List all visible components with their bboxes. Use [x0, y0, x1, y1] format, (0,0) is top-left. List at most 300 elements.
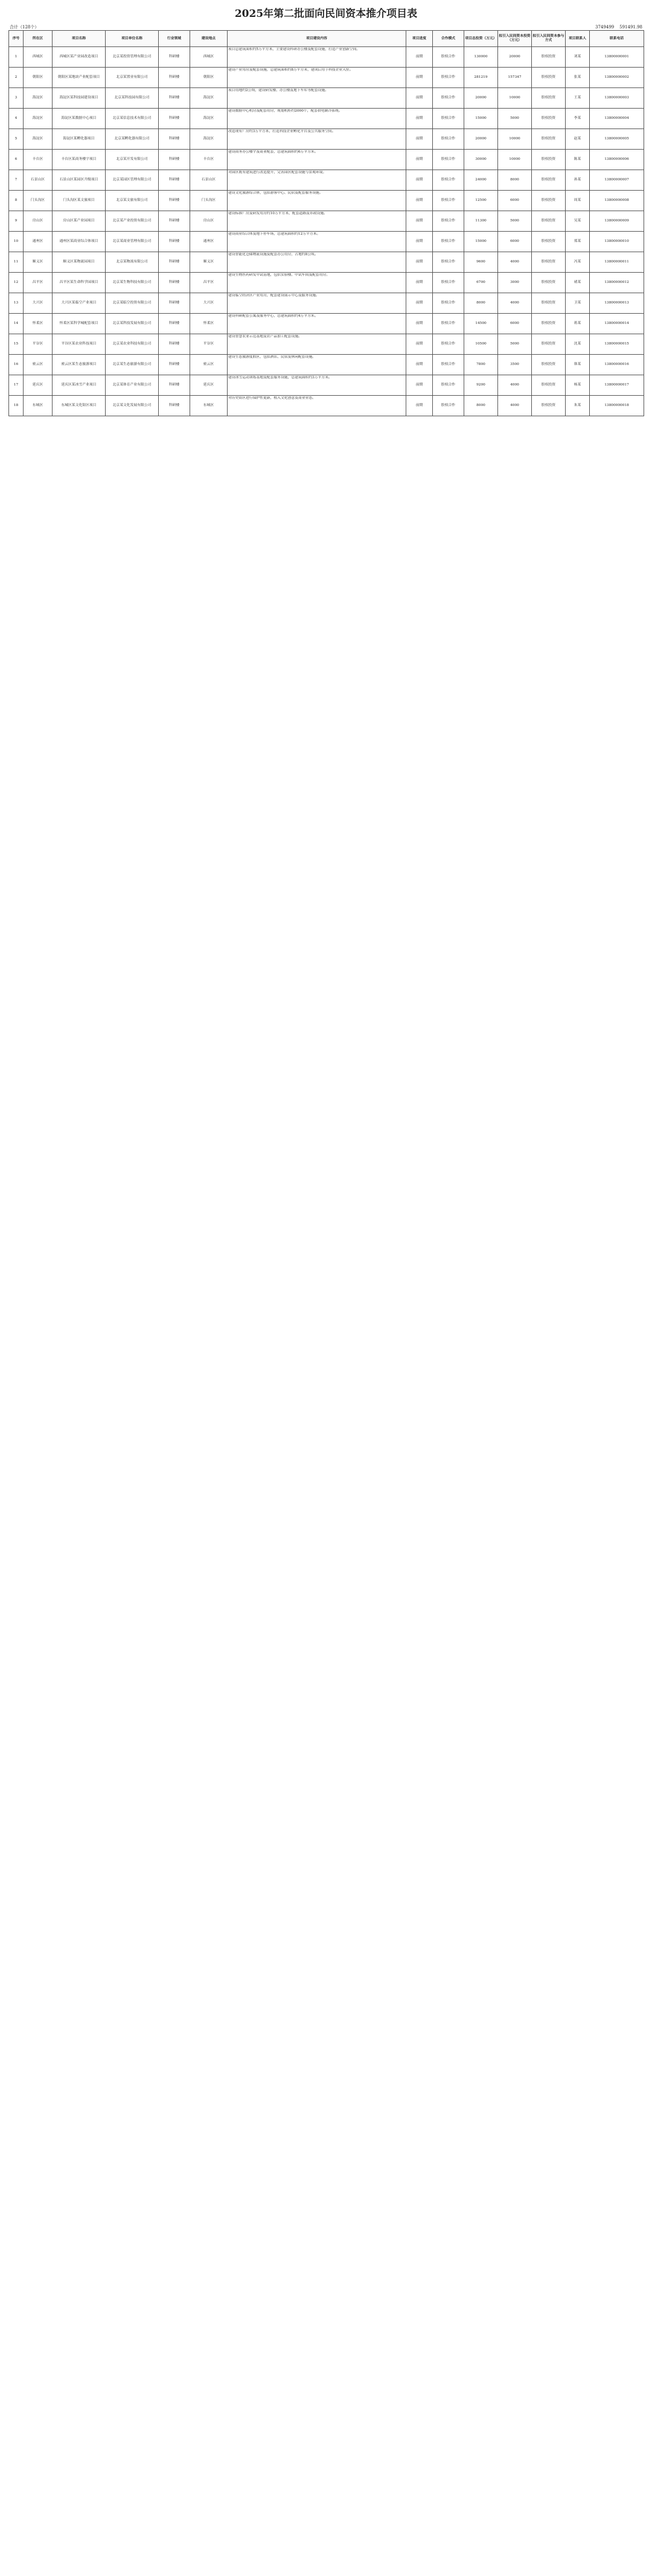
col-project-unit-cell: 北京某投资管理有限公司 — [106, 47, 159, 68]
col-project-unit-cell: 北京某商业管理有限公司 — [106, 232, 159, 252]
column-header-col-sector: 行业领域 — [159, 31, 190, 47]
col-private-investment-cell: 4000 — [498, 252, 532, 273]
col-mode-cell: 股权合作 — [433, 355, 464, 375]
col-total-investment-cell: 20000 — [464, 129, 498, 150]
col-project-unit-cell: 北京某文旅有限公司 — [106, 191, 159, 211]
col-phone-cell: 13800000003 — [590, 88, 644, 109]
col-contact-cell: 王某 — [566, 88, 590, 109]
col-mode-cell: 股权合作 — [433, 375, 464, 396]
col-district-cell: 东城区 — [24, 396, 53, 416]
col-private-investment-cell: 8000 — [498, 170, 532, 191]
col-private-method-cell: 股权投资 — [532, 355, 566, 375]
col-private-investment-cell: 5000 — [498, 211, 532, 232]
col-mode-cell: 股权合作 — [433, 232, 464, 252]
col-progress-cell: 前期 — [406, 355, 433, 375]
col-contact-cell: 周某 — [566, 191, 590, 211]
col-phone-cell: 13800000011 — [590, 252, 644, 273]
col-sector-cell: 科研楼 — [159, 129, 190, 150]
col-progress-cell: 前期 — [406, 47, 433, 68]
col-project-unit-cell: 北京某生态旅游有限公司 — [106, 355, 159, 375]
col-district-cell: 大兴区 — [24, 293, 53, 314]
col-progress-cell: 前期 — [406, 129, 433, 150]
col-content-cell — [228, 150, 406, 170]
project-content-text: 对历史街区进行保护性更新，植入文化创意及商业业态。 — [228, 396, 316, 400]
col-sector-cell: 科研楼 — [159, 109, 190, 129]
table-row — [9, 396, 644, 416]
table-row — [9, 314, 644, 334]
col-contact-cell: 沈某 — [566, 334, 590, 355]
table-row — [9, 150, 644, 170]
col-private-investment-cell: 4000 — [498, 375, 532, 396]
col-location-cell: 大兴区 — [190, 293, 228, 314]
col-number-cell: 5 — [9, 129, 24, 150]
col-project-unit-cell: 北京某物流有限公司 — [106, 252, 159, 273]
col-contact-cell: 张某 — [566, 68, 590, 88]
project-content-text: 对园区既有建筑进行改造提升，完善园区配套设施与景观环境。 — [228, 171, 327, 174]
col-number-cell: 13 — [9, 293, 24, 314]
col-phone-cell: 13800000012 — [590, 273, 644, 293]
col-project-name-cell: 海淀区某孵化器项目 — [53, 129, 106, 150]
col-sector-cell: 科研楼 — [159, 252, 190, 273]
col-phone-cell: 13800000001 — [590, 47, 644, 68]
col-number-cell: 15 — [9, 334, 24, 355]
col-project-name-cell: 怀柔区某科学城配套项目 — [53, 314, 106, 334]
col-district-cell: 通州区 — [24, 232, 53, 252]
col-location-cell: 朝阳区 — [190, 68, 228, 88]
col-total-investment-cell: 30000 — [464, 150, 498, 170]
column-header-col-private-investment: 拟引入民间资本投资（万元） — [498, 31, 532, 47]
col-content-cell — [228, 170, 406, 191]
col-contact-cell: 杨某 — [566, 375, 590, 396]
col-contact-cell: 褚某 — [566, 273, 590, 293]
table-row — [9, 191, 644, 211]
col-sector-cell: 科研楼 — [159, 396, 190, 416]
col-number-cell: 14 — [9, 314, 24, 334]
col-location-cell: 东城区 — [190, 396, 228, 416]
col-district-cell: 门头沟区 — [24, 191, 53, 211]
col-sector-cell: 科研楼 — [159, 170, 190, 191]
col-location-cell: 顺义区 — [190, 252, 228, 273]
col-contact-cell: 孙某 — [566, 170, 590, 191]
col-project-unit-cell: 北京某文化发展有限公司 — [106, 396, 159, 416]
col-mode-cell: 股权合作 — [433, 191, 464, 211]
col-phone-cell: 13800000005 — [590, 129, 644, 150]
col-district-cell: 密云区 — [24, 355, 53, 375]
table-row — [9, 232, 644, 252]
col-project-name-cell: 大兴区某临空产业项目 — [53, 293, 106, 314]
col-progress-cell: 前期 — [406, 68, 433, 88]
col-mode-cell: 股权合作 — [433, 68, 464, 88]
col-mode-cell: 股权合作 — [433, 170, 464, 191]
column-header-col-location: 建设地点 — [190, 31, 228, 47]
col-private-method-cell: 股权投资 — [532, 88, 566, 109]
col-project-unit-cell: 北京某信息技术有限公司 — [106, 109, 159, 129]
project-content-text: 建设临空经济区产业用房，配套建设展示中心及服务设施。 — [228, 294, 319, 297]
col-number-cell: 1 — [9, 47, 24, 68]
col-district-cell: 海淀区 — [24, 109, 53, 129]
col-mode-cell: 股权合作 — [433, 109, 464, 129]
col-number-cell: 12 — [9, 273, 24, 293]
project-content-text: 建设文化旅游综合体，包括游客中心、民宿及配套服务设施。 — [228, 191, 323, 195]
col-progress-cell: 前期 — [406, 170, 433, 191]
col-phone-cell: 13800000013 — [590, 293, 644, 314]
col-mode-cell: 股权合作 — [433, 396, 464, 416]
col-private-method-cell: 股权投资 — [532, 252, 566, 273]
col-sector-cell: 科研楼 — [159, 88, 190, 109]
summary-row — [8, 24, 644, 30]
col-sector-cell: 科研楼 — [159, 273, 190, 293]
col-project-name-cell: 平谷区某农业科技项目 — [53, 334, 106, 355]
col-project-unit-cell: 北京某置业有限公司 — [106, 68, 159, 88]
col-phone-cell: 13800000007 — [590, 170, 644, 191]
col-mode-cell: 股权合作 — [433, 88, 464, 109]
project-content-text: 建设生态旅游度假区，包括酒店、民宿及休闲配套设施。 — [228, 355, 316, 359]
col-project-unit-cell: 北京某科技园有限公司 — [106, 88, 159, 109]
summary-private-investment: 591491.98 — [619, 25, 642, 30]
column-header-col-total-investment: 项目总投资（万元） — [464, 31, 498, 47]
column-header-col-number: 序号 — [9, 31, 24, 47]
col-location-cell: 门头沟区 — [190, 191, 228, 211]
col-location-cell: 平谷区 — [190, 334, 228, 355]
col-location-cell: 怀柔区 — [190, 314, 228, 334]
table-row — [9, 211, 644, 232]
col-phone-cell: 13800000015 — [590, 334, 644, 355]
col-total-investment-cell: 9600 — [464, 252, 498, 273]
table-row — [9, 129, 644, 150]
col-mode-cell: 股权合作 — [433, 273, 464, 293]
project-content-text: 建设标准厂房及研发用房约10万平方米，配套道路及市政设施。 — [228, 212, 327, 215]
col-content-cell — [228, 314, 406, 334]
col-total-investment-cell: 9200 — [464, 375, 498, 396]
col-number-cell: 6 — [9, 150, 24, 170]
col-location-cell: 房山区 — [190, 211, 228, 232]
project-content-text: 建设数据中心机房及配套用房，规划机柜约2000个，配套供电制冷系统。 — [228, 109, 342, 113]
col-total-investment-cell: 8000 — [464, 396, 498, 416]
column-header-col-contact: 项目联系人 — [566, 31, 590, 47]
col-phone-cell: 13800000006 — [590, 150, 644, 170]
col-project-name-cell: 房山区某产业园项目 — [53, 211, 106, 232]
project-content-text: 项目用地约2公顷，建设研发楼、办公楼及地下车库等配套设施。 — [228, 89, 329, 92]
col-private-investment-cell: 5000 — [498, 334, 532, 355]
col-district-cell: 延庆区 — [24, 375, 53, 396]
col-private-method-cell: 股权投资 — [532, 109, 566, 129]
col-district-cell: 朝阳区 — [24, 68, 53, 88]
col-private-investment-cell: 3000 — [498, 273, 532, 293]
col-project-name-cell: 西城区某产业园改造项目 — [53, 47, 106, 68]
col-progress-cell: 前期 — [406, 211, 433, 232]
table-header-row — [9, 31, 644, 47]
table-row — [9, 273, 644, 293]
col-content-cell — [228, 88, 406, 109]
col-contact-cell: 韩某 — [566, 355, 590, 375]
col-content-cell — [228, 129, 406, 150]
col-project-name-cell: 丰台区某商务楼宇项目 — [53, 150, 106, 170]
column-header-col-mode: 合作模式 — [433, 31, 464, 47]
col-progress-cell: 前期 — [406, 109, 433, 129]
col-project-unit-cell: 北京某开发有限公司 — [106, 150, 159, 170]
col-sector-cell: 科研楼 — [159, 211, 190, 232]
col-district-cell: 石景山区 — [24, 170, 53, 191]
col-progress-cell: 前期 — [406, 273, 433, 293]
col-mode-cell: 股权合作 — [433, 211, 464, 232]
col-private-investment-cell: 157347 — [498, 68, 532, 88]
col-private-investment-cell: 6000 — [498, 232, 532, 252]
col-phone-cell: 13800000017 — [590, 375, 644, 396]
col-total-investment-cell: 15000 — [464, 232, 498, 252]
col-location-cell: 西城区 — [190, 47, 228, 68]
col-contact-cell: 冯某 — [566, 252, 590, 273]
col-mode-cell: 股权合作 — [433, 252, 464, 273]
col-total-investment-cell: 10500 — [464, 334, 498, 355]
col-phone-cell: 13800000018 — [590, 396, 644, 416]
col-private-investment-cell: 4000 — [498, 293, 532, 314]
col-project-unit-cell: 北京某产业投资有限公司 — [106, 211, 159, 232]
col-location-cell: 海淀区 — [190, 109, 228, 129]
col-project-unit-cell: 北京某园区管理有限公司 — [106, 170, 159, 191]
col-sector-cell: 科研楼 — [159, 375, 190, 396]
col-district-cell: 顺义区 — [24, 252, 53, 273]
col-contact-cell: 陈某 — [566, 150, 590, 170]
col-district-cell: 平谷区 — [24, 334, 53, 355]
col-progress-cell: 前期 — [406, 293, 433, 314]
col-phone-cell: 13800000002 — [590, 68, 644, 88]
col-content-cell — [228, 191, 406, 211]
col-contact-cell: 吴某 — [566, 211, 590, 232]
col-mode-cell: 股权合作 — [433, 129, 464, 150]
table-row — [9, 88, 644, 109]
col-number-cell: 3 — [9, 88, 24, 109]
col-project-name-cell: 顺义区某物流园项目 — [53, 252, 106, 273]
col-location-cell: 丰台区 — [190, 150, 228, 170]
project-table — [8, 30, 644, 416]
table-row — [9, 293, 644, 314]
col-sector-cell: 科研楼 — [159, 334, 190, 355]
project-content-text: 建设冰雪运动训练基地及配套服务设施，总建筑面积约3万平方米。 — [228, 376, 332, 379]
col-content-cell — [228, 47, 406, 68]
col-private-method-cell: 股权投资 — [532, 334, 566, 355]
col-private-method-cell: 股权投资 — [532, 191, 566, 211]
col-number-cell: 18 — [9, 396, 24, 416]
col-project-name-cell: 延庆区某冰雪产业项目 — [53, 375, 106, 396]
col-sector-cell: 科研楼 — [159, 47, 190, 68]
column-header-col-project-unit: 项目单位名称 — [106, 31, 159, 47]
col-project-name-cell: 朝阳区某地块产业配套项目 — [53, 68, 106, 88]
col-sector-cell: 科研楼 — [159, 355, 190, 375]
col-content-cell — [228, 68, 406, 88]
col-total-investment-cell: 14500 — [464, 314, 498, 334]
col-project-unit-cell: 北京某科技发展有限公司 — [106, 314, 159, 334]
col-private-method-cell: 股权投资 — [532, 293, 566, 314]
col-total-investment-cell: 6700 — [464, 273, 498, 293]
col-number-cell: 16 — [9, 355, 24, 375]
col-total-investment-cell: 8000 — [464, 293, 498, 314]
col-sector-cell: 科研楼 — [159, 232, 190, 252]
col-private-investment-cell: 10000 — [498, 129, 532, 150]
table-row — [9, 334, 644, 355]
col-content-cell — [228, 232, 406, 252]
col-project-unit-cell: 北京某临空投资有限公司 — [106, 293, 159, 314]
project-content-text: 项目总建筑面积约5万平方米，主要建设科研办公楼及配套设施，打造产业创新空间。 — [228, 48, 360, 51]
col-project-name-cell: 密云区某生态旅游项目 — [53, 355, 106, 375]
col-project-name-cell: 东城区某文化街区项目 — [53, 396, 106, 416]
col-private-investment-cell: 6000 — [498, 314, 532, 334]
col-progress-cell: 前期 — [406, 150, 433, 170]
col-total-investment-cell: 130000 — [464, 47, 498, 68]
col-number-cell: 8 — [9, 191, 24, 211]
col-content-cell — [228, 334, 406, 355]
col-sector-cell: 科研楼 — [159, 293, 190, 314]
col-project-name-cell: 海淀区某数据中心项目 — [53, 109, 106, 129]
project-content-text: 建设商业综合体及地下停车场，总建筑面积约12万平方米。 — [228, 232, 321, 236]
col-total-investment-cell: 20000 — [464, 88, 498, 109]
col-project-unit-cell: 北京某体育产业有限公司 — [106, 375, 159, 396]
col-content-cell — [228, 375, 406, 396]
col-content-cell — [228, 109, 406, 129]
col-private-method-cell: 股权投资 — [532, 396, 566, 416]
col-private-method-cell: 股权投资 — [532, 68, 566, 88]
project-content-text: 建设生物医药研发中试基地，包括实验楼、中试车间及配套用房。 — [228, 273, 330, 277]
table-body — [9, 47, 644, 416]
col-sector-cell: 科研楼 — [159, 314, 190, 334]
col-progress-cell: 前期 — [406, 396, 433, 416]
col-district-cell: 怀柔区 — [24, 314, 53, 334]
col-number-cell: 2 — [9, 68, 24, 88]
column-header-col-progress: 项目进度 — [406, 31, 433, 47]
col-number-cell: 17 — [9, 375, 24, 396]
col-location-cell: 密云区 — [190, 355, 228, 375]
col-total-investment-cell: 15000 — [464, 109, 498, 129]
col-project-name-cell: 通州区某商业综合体项目 — [53, 232, 106, 252]
col-private-investment-cell: 5000 — [498, 109, 532, 129]
col-number-cell: 4 — [9, 109, 24, 129]
col-total-investment-cell: 11300 — [464, 211, 498, 232]
col-contact-cell: 卫某 — [566, 293, 590, 314]
col-sector-cell: 科研楼 — [159, 150, 190, 170]
col-mode-cell: 股权合作 — [433, 314, 464, 334]
col-phone-cell: 13800000014 — [590, 314, 644, 334]
col-private-method-cell: 股权投资 — [532, 375, 566, 396]
col-private-method-cell: 股权投资 — [532, 170, 566, 191]
col-project-name-cell: 昌平区某生命科学园项目 — [53, 273, 106, 293]
col-district-cell: 昌平区 — [24, 273, 53, 293]
col-private-method-cell: 股权投资 — [532, 314, 566, 334]
col-district-cell: 房山区 — [24, 211, 53, 232]
summary-values — [595, 24, 642, 30]
col-content-cell — [228, 211, 406, 232]
col-district-cell: 海淀区 — [24, 129, 53, 150]
col-contact-cell: 赵某 — [566, 129, 590, 150]
col-location-cell: 通州区 — [190, 232, 228, 252]
project-content-text: 建设智慧农业示范基地及农产品加工配套设施。 — [228, 335, 302, 338]
col-district-cell: 西城区 — [24, 47, 53, 68]
col-number-cell: 9 — [9, 211, 24, 232]
col-phone-cell: 13800000008 — [590, 191, 644, 211]
col-private-investment-cell: 6000 — [498, 191, 532, 211]
col-private-method-cell: 股权投资 — [532, 129, 566, 150]
col-total-investment-cell: 12500 — [464, 191, 498, 211]
col-project-name-cell: 海淀区某科技园建设项目 — [53, 88, 106, 109]
col-project-name-cell: 门头沟区某文旅项目 — [53, 191, 106, 211]
summary-total-investment: 3749499 — [595, 25, 615, 30]
col-content-cell — [228, 293, 406, 314]
col-private-method-cell: 股权投资 — [532, 211, 566, 232]
col-total-investment-cell: 7800 — [464, 355, 498, 375]
col-progress-cell: 前期 — [406, 232, 433, 252]
summary-label: 合计（128个） — [10, 25, 39, 30]
col-location-cell: 海淀区 — [190, 88, 228, 109]
col-private-method-cell: 股权投资 — [532, 232, 566, 252]
col-number-cell: 11 — [9, 252, 24, 273]
table-row — [9, 170, 644, 191]
col-progress-cell: 前期 — [406, 375, 433, 396]
table-row — [9, 355, 644, 375]
col-mode-cell: 股权合作 — [433, 47, 464, 68]
col-location-cell: 海淀区 — [190, 129, 228, 150]
col-total-investment-cell: 24000 — [464, 170, 498, 191]
project-content-text: 改造现有厂房约3万平方米，打造科技企业孵化平台及公共服务空间。 — [228, 130, 336, 133]
project-content-text: 建设商务办公楼宇及商业配套，总建筑面积约6万平方米。 — [228, 150, 318, 154]
column-header-col-phone: 联系电话 — [590, 31, 644, 47]
col-content-cell — [228, 252, 406, 273]
page-title: 2025年第二批面向民间资本推介项目表 — [234, 8, 418, 20]
col-phone-cell: 13800000016 — [590, 355, 644, 375]
col-sector-cell: 科研楼 — [159, 191, 190, 211]
col-district-cell: 丰台区 — [24, 150, 53, 170]
col-number-cell: 7 — [9, 170, 24, 191]
col-contact-cell: 朱某 — [566, 396, 590, 416]
column-header-col-district: 所在区 — [24, 31, 53, 47]
col-progress-cell: 前期 — [406, 88, 433, 109]
col-progress-cell: 前期 — [406, 334, 433, 355]
col-private-method-cell: 股权投资 — [532, 273, 566, 293]
column-header-col-private-method: 拟引入民间资本参与方式 — [532, 31, 566, 47]
col-location-cell: 昌平区 — [190, 273, 228, 293]
project-content-text: 建设智能化仓储物流设施及配套办公用房，占地约8公顷。 — [228, 253, 318, 256]
col-private-method-cell: 股权投资 — [532, 47, 566, 68]
table-row — [9, 68, 644, 88]
col-content-cell — [228, 396, 406, 416]
col-contact-cell: 刘某 — [566, 47, 590, 68]
col-private-investment-cell: 3500 — [498, 355, 532, 375]
col-project-unit-cell: 北京某生物科技有限公司 — [106, 273, 159, 293]
table-row — [9, 109, 644, 129]
col-progress-cell: 前期 — [406, 252, 433, 273]
col-private-investment-cell: 20000 — [498, 47, 532, 68]
col-private-method-cell: 股权投资 — [532, 150, 566, 170]
table-row — [9, 375, 644, 396]
col-mode-cell: 股权合作 — [433, 293, 464, 314]
col-location-cell: 石景山区 — [190, 170, 228, 191]
col-private-investment-cell: 10000 — [498, 88, 532, 109]
col-mode-cell: 股权合作 — [433, 150, 464, 170]
col-project-unit-cell: 北京某农业科技有限公司 — [106, 334, 159, 355]
col-sector-cell: 科研楼 — [159, 68, 190, 88]
col-number-cell: 10 — [9, 232, 24, 252]
col-phone-cell: 13800000010 — [590, 232, 644, 252]
col-total-investment-cell: 281219 — [464, 68, 498, 88]
col-private-investment-cell: 4000 — [498, 396, 532, 416]
table-row — [9, 252, 644, 273]
col-location-cell: 延庆区 — [190, 375, 228, 396]
column-header-col-project-name: 项目名称 — [53, 31, 106, 47]
col-private-investment-cell: 10000 — [498, 150, 532, 170]
column-header-col-content: 项目建设内容 — [228, 31, 406, 47]
col-contact-cell: 蒋某 — [566, 314, 590, 334]
table-row — [9, 47, 644, 68]
col-content-cell — [228, 273, 406, 293]
col-content-cell — [228, 355, 406, 375]
col-contact-cell: 郑某 — [566, 232, 590, 252]
